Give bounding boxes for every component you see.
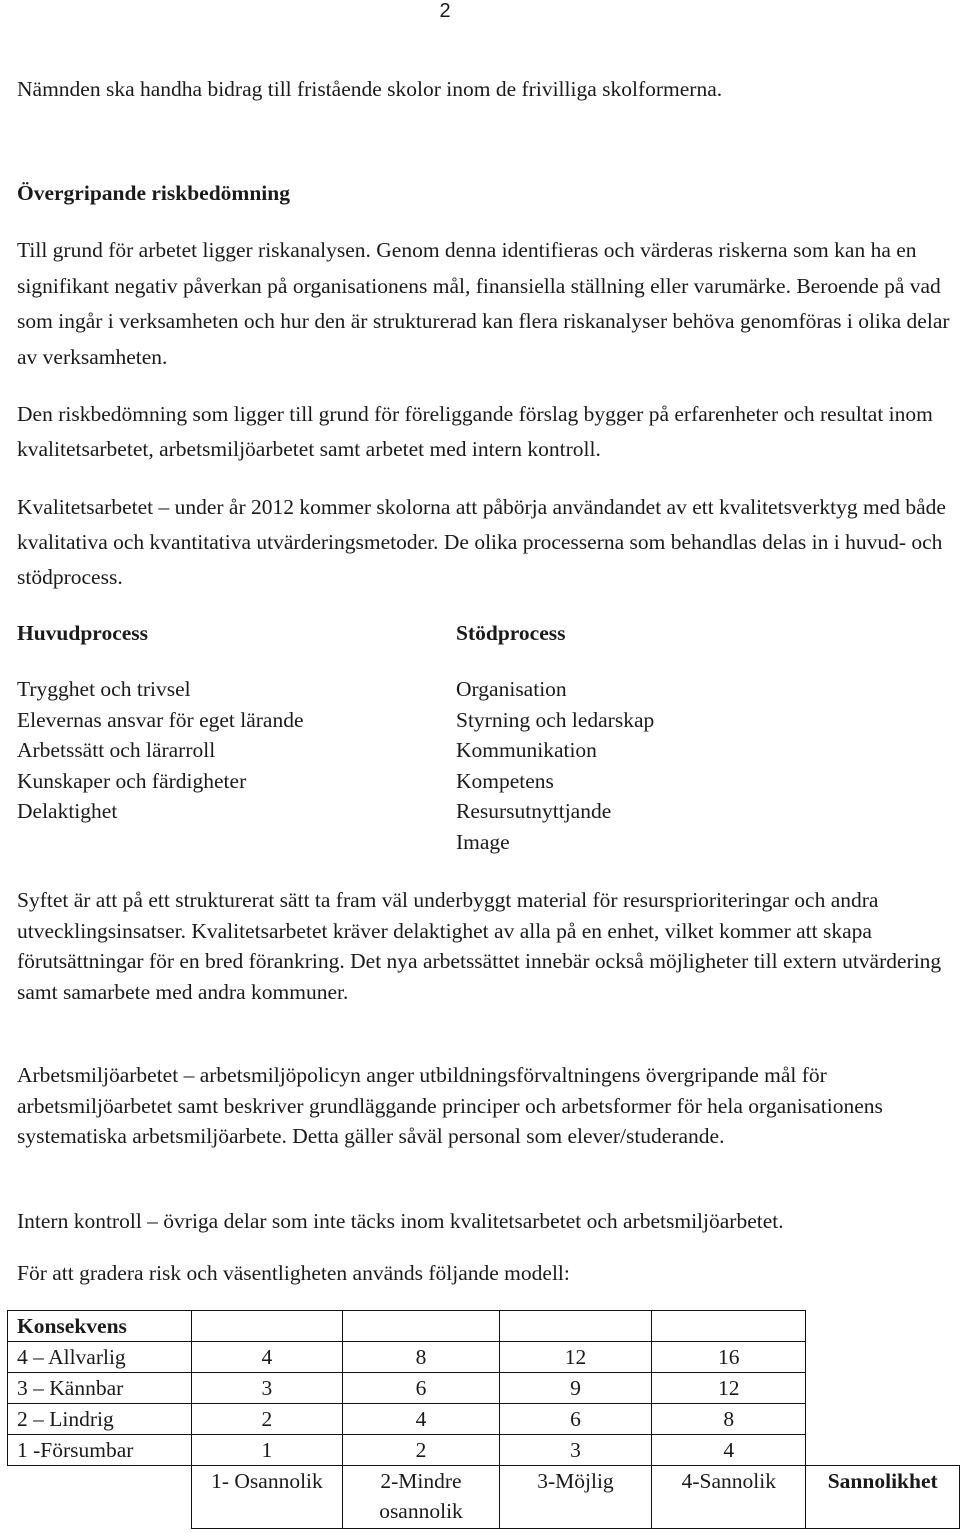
table-cell: 3 – Kännbar: [8, 1373, 192, 1404]
section-heading: Övergripande riskbedömning: [17, 181, 290, 205]
table-cell: 2 – Lindrig: [8, 1404, 192, 1435]
table-cell: 16: [652, 1342, 806, 1373]
table-cell: 8: [343, 1342, 499, 1373]
table-cell: 2: [191, 1404, 343, 1435]
table-cell: 2-Mindre osannolik: [343, 1466, 499, 1529]
table-cell: 6: [343, 1373, 499, 1404]
table-cell: 4: [191, 1342, 343, 1373]
support-process-list: [456, 674, 654, 857]
table-cell: 2: [343, 1435, 499, 1466]
table-row: [8, 1373, 960, 1404]
paragraph-independent-schools: Nämnden ska handha bidrag till fristående skolor inom de frivilliga skolformerna.: [17, 77, 723, 101]
table-cell: 1: [191, 1435, 343, 1466]
table-row: [8, 1342, 960, 1373]
table-cell: 3-Möjlig: [499, 1466, 652, 1529]
list-item: Image: [456, 829, 510, 854]
table-cell: 4: [343, 1404, 499, 1435]
table-header-cell: Konsekvens: [8, 1311, 192, 1342]
paragraph-internal-control: Intern kontroll – övriga delar som inte täcks inom kvalitetsarbetet och arbetsmiljöarbetet.: [17, 1209, 784, 1233]
list-item: Elevernas ansvar för eget lärande: [17, 707, 304, 732]
table-row: [8, 1404, 960, 1435]
list-item: Kommunikation: [456, 738, 597, 762]
paragraph-purpose: Syftet är att på ett strukturerat sätt ta fram väl underbyggt material för resursprioriteringar och andra utvecklingsinsatser. Kvalitetsarbetet kräver delaktighet av alla på en enhet, vilket kommer att skapa förutsättningar för en bred förankring. Det nya arbetssättet innebär också möjligheter till extern utvärdering samt samarbete med andra kommuner.: [17, 888, 942, 1004]
paragraph-quality-work: Kvalitetsarbetet – under år 2012 kommer skolorna att påbörja användandet av ett kvalitetsverktyg med både kvalitativa och kvantitativa utvärderingsmetoder. De olika processerna som behandlas delas in i huvud- och stödprocess.: [17, 495, 946, 589]
paragraph-risk-analysis: Till grund för arbetet ligger riskanalysen. Genom denna identifieras och värderas riskerna som kan ha en signifikant negativ påverkan på organisationens mål, finansiella ställning eller varumärke. Beroende på vad som ingår i verksamheten och hur den är strukturerad kan flera riskanalyser behöva genomföras i olika delar av verksamheten.: [17, 238, 950, 369]
table-cell: 4: [652, 1435, 806, 1466]
paragraph-work-environment: Arbetsmiljöarbetet – arbetsmiljöpolicyn anger utbildningsförvaltningens övergripande mål för arbetsmiljöarbetet samt beskriver grundläggande principer och arbetsformer för hela organisationens systematiska arbetsmiljöarbete. Detta gäller såväl personal som elever/studerande.: [17, 1063, 883, 1148]
table-cell: 3: [191, 1373, 343, 1404]
table-cell: 1- Osannolik: [191, 1466, 343, 1529]
list-item: Kompetens: [456, 768, 554, 793]
list-item: Organisation: [456, 677, 567, 701]
table-row: [8, 1311, 960, 1342]
list-item: Trygghet och trivsel: [17, 677, 191, 701]
table-cell: 3: [499, 1435, 652, 1466]
list-item: Arbetssätt och lärarroll: [17, 738, 216, 762]
main-process-heading: Huvudprocess: [17, 621, 149, 645]
risk-model-table: [7, 1310, 960, 1529]
table-cell: 4 – Allvarlig: [8, 1342, 192, 1373]
table-cell: 12: [499, 1342, 652, 1373]
list-item: Resursutnyttjande: [456, 799, 612, 823]
table-cell: Sannolikhet: [806, 1466, 960, 1529]
table-row: [8, 1466, 960, 1529]
support-process-heading: Stödprocess: [456, 621, 566, 645]
table-cell: 8: [652, 1404, 806, 1435]
paragraph-model-intro: För att gradera risk och väsentligheten används följande modell:: [17, 1261, 570, 1285]
table-cell: 4-Sannolik: [652, 1466, 806, 1529]
list-item: Styrning och ledarskap: [456, 707, 655, 732]
paragraph-risk-assessment: Den riskbedömning som ligger till grund för föreliggande förslag bygger på erfarenheter och resultat inom kvalitetsarbetet, arbetsmiljöarbetet samt arbetet med intern kontroll.: [17, 402, 933, 461]
list-item: Delaktighet: [17, 799, 118, 823]
table-cell: 1 -Försumbar: [8, 1435, 192, 1466]
table-cell: 9: [499, 1373, 652, 1404]
main-process-list: [17, 674, 304, 827]
table-cell: 6: [499, 1404, 652, 1435]
page-number: 2: [439, 0, 451, 22]
list-item: Kunskaper och färdigheter: [17, 768, 247, 793]
table-row: [8, 1435, 960, 1466]
table-cell: 12: [652, 1373, 806, 1404]
